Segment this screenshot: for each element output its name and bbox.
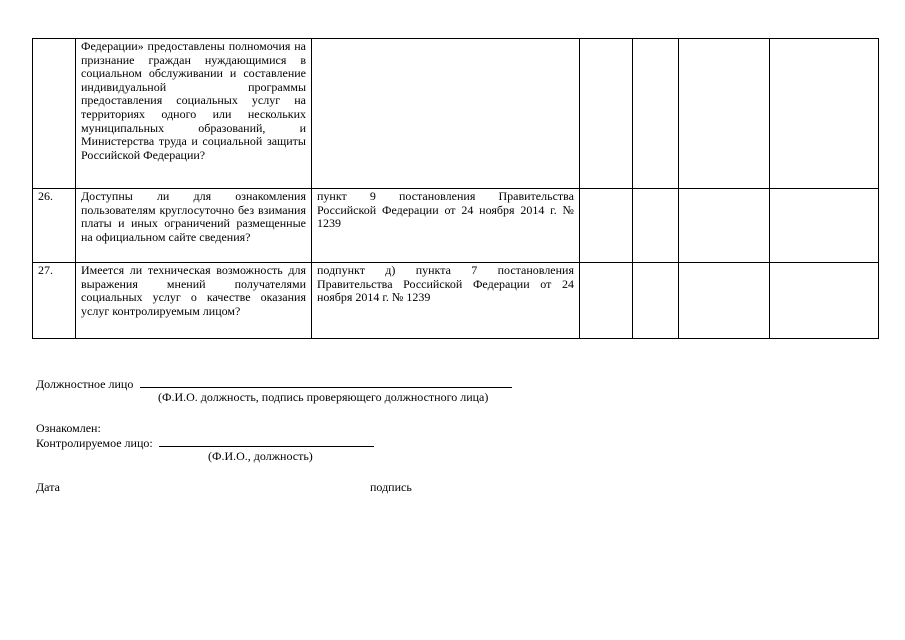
controlled-signature-line — [36, 435, 374, 450]
answer-yes-cell — [580, 39, 633, 189]
controlled-label: Контролируемое лицо: — [36, 436, 153, 450]
answer-na-cell — [679, 189, 770, 263]
controlled-caption: (Ф.И.О., должность) — [208, 449, 313, 463]
official-label: Должностное лицо — [36, 377, 134, 391]
row-reference: пункт 9 постановления Правительства Российской Федерации от 24 ноября 2014 г. № 1239 — [312, 189, 580, 263]
row-number: 27. — [33, 263, 76, 339]
row-question: Федерации» предоставлены полномочия на признание граждан нуждающимися в социальном обслуживании и составление индивидуальной программы предоставления социальных услуг на территориях одного или нескольких муниципальных образований, и Министерства труда и социальной защиты Российской Федерации? — [76, 39, 312, 189]
table-row — [33, 263, 879, 339]
answer-no-cell — [633, 263, 679, 339]
row-question: Доступны ли для ознакомления пользователям круглосуточно без взимания платы и иных ограничений размещенные на официальном сайте сведения? — [76, 189, 312, 263]
row-reference: подпункт д) пункта 7 постановления Правительства Российской Федерации от 24 ноября 2014 г. № 1239 — [312, 263, 580, 339]
table-row — [33, 189, 879, 263]
official-signature-line — [36, 376, 512, 391]
note-cell — [770, 263, 879, 339]
controlled-signature-field[interactable] — [159, 435, 374, 447]
answer-no-cell — [633, 189, 679, 263]
answer-yes-cell — [580, 263, 633, 339]
note-cell — [770, 189, 879, 263]
official-signature-field[interactable] — [140, 376, 512, 388]
row-reference — [312, 39, 580, 189]
answer-yes-cell — [580, 189, 633, 263]
note-cell — [770, 39, 879, 189]
checklist-table — [32, 38, 879, 339]
answer-no-cell — [633, 39, 679, 189]
date-label: Дата — [36, 480, 60, 494]
answer-na-cell — [679, 39, 770, 189]
row-number — [33, 39, 76, 189]
acquainted-label: Ознакомлен: — [36, 421, 101, 435]
signature-label: подпись — [370, 480, 412, 494]
row-number: 26. — [33, 189, 76, 263]
table-row — [33, 39, 879, 189]
row-question: Имеется ли техническая возможность для выражения мнений получателями социальных услуг о качестве оказания услуг контролируемым лицом? — [76, 263, 312, 339]
official-caption: (Ф.И.О. должность, подпись проверяющего должностного лица) — [158, 390, 489, 404]
answer-na-cell — [679, 263, 770, 339]
